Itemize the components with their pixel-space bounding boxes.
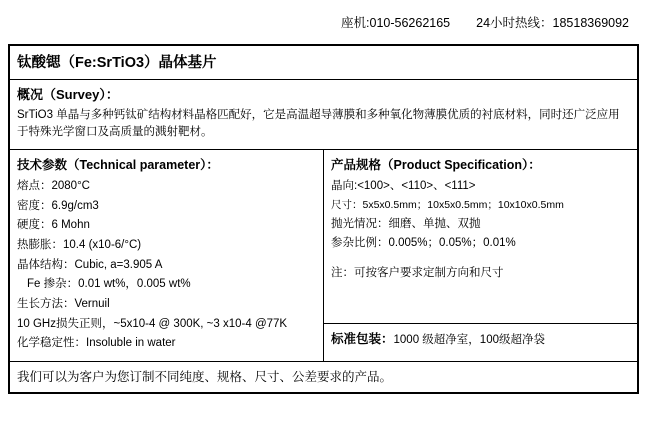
technical-item: 生长方法：Vernuil — [17, 297, 110, 310]
technical-item: 密度：6.9g/cm3 — [17, 199, 99, 212]
product-spec-cell — [324, 150, 639, 324]
technical-item: 硬度：6 Mohn — [17, 219, 90, 232]
technical-parameter-cell — [9, 150, 324, 362]
product-spec-heading: 产品规格（Product Specification）： — [331, 158, 541, 173]
product-spec-item: 尺寸：5x5x0.5mm；10x5x0.5mm；10x10x0.5mm — [331, 198, 564, 211]
product-spec-item: 抛光情况：细磨、单抛、双抛 — [331, 217, 481, 230]
technical-list — [17, 177, 316, 353]
title-row — [9, 45, 638, 80]
page-title: 钛酸锶（Fe:SrTiO3）晶体基片 — [9, 45, 638, 80]
survey-body: SrTiO3 单晶与多种钙钛矿结构材料晶格匹配好，它是高温超导薄膜和多种氧化物薄膜优质的衬底材料，同时还广泛应用于特殊光学窗口及高质量的溅射靶材。 — [17, 108, 620, 139]
survey-row — [9, 80, 638, 150]
hotline-phone: 24小时热线：18518369092 — [476, 16, 629, 30]
product-spec-list — [331, 177, 630, 283]
technical-item: 熔点：2080°C — [17, 180, 90, 193]
survey-heading: 概况（Survey）： — [17, 87, 119, 102]
packaging-cell — [324, 323, 639, 361]
footer-note: 我们可以为客户为您订制不同纯度、规格、尺寸、公差要求的产品。 — [9, 361, 638, 393]
product-spec-note: 注：可按客户要求定制方向和尺寸 — [331, 267, 504, 279]
technical-item: 化学稳定性：Insoluble in water — [17, 337, 176, 350]
technical-item: 热膨胀：10.4 (x10-6/°C) — [17, 239, 142, 251]
packaging-heading: 标准包装： — [331, 331, 394, 346]
technical-item: 晶体结构：Cubic, a=3.905 A — [17, 258, 163, 271]
product-spec-table — [8, 44, 639, 394]
technical-item: Fe 掺杂：0.01 wt%，0.005 wt% — [27, 278, 191, 291]
office-phone: 座机:010-56262165 — [341, 16, 451, 30]
spec-row — [9, 150, 638, 324]
packaging-value: 1000 级超净室，100级超净袋 — [393, 333, 545, 346]
technical-item: 10 GHz损失正则，~5x10-4 @ 300K, ~3 x10-4 @77K — [17, 317, 288, 330]
footer-row — [9, 361, 638, 393]
survey-cell — [9, 80, 638, 150]
product-spec-item: 晶向:<100>、<110>、<111> — [331, 180, 476, 193]
contact-bar — [0, 0, 647, 44]
product-spec-item: 参杂比例：0.005%；0.05%；0.01% — [331, 237, 516, 250]
technical-heading: 技术参数（Technical parameter）： — [17, 158, 219, 173]
